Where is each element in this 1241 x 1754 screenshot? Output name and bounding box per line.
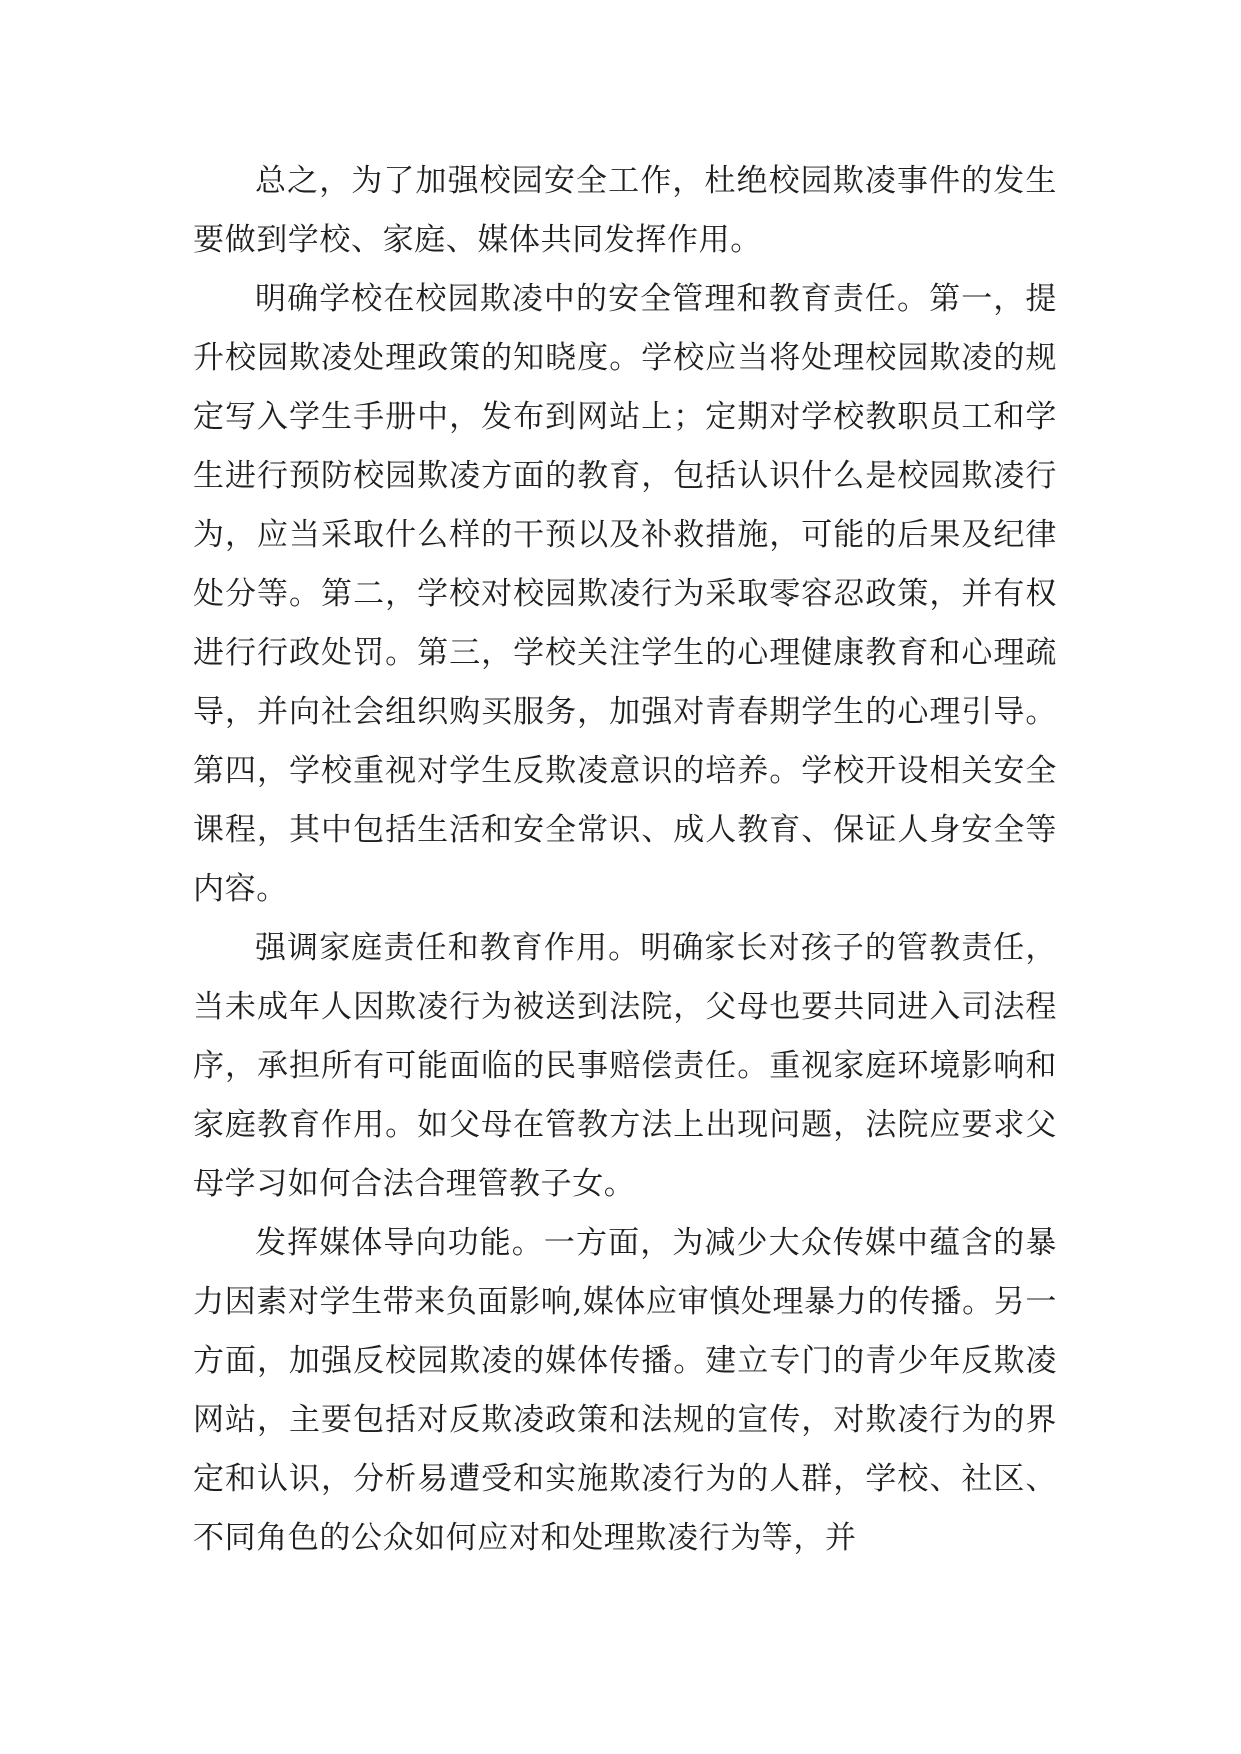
paragraph-summary: 总之，为了加强校园安全工作，杜绝校园欺凌事件的发生要做到学校、家庭、媒体共同发挥作用。 <box>193 163 1057 258</box>
document-body <box>193 152 1057 1568</box>
paragraph-media-guidance: 发挥媒体导向功能。一方面，为减少大众传媒中蕴含的暴力因素对学生带来负面影响,媒体应审慎处理暴力的传播。另一方面，加强反校园欺凌的媒体传播。建立专门的青少年反欺凌网站，主要包括对反欺凌政策和法规的宣传，对欺凌行为的界定和认识，分析易遭受和实施欺凌行为的人群，学校、社区、不同角色的公众如何应对和处理欺凌行为等，并 <box>193 1225 1057 1556</box>
paragraph-school-responsibility: 明确学校在校园欺凌中的安全管理和教育责任。第一，提升校园欺凌处理政策的知晓度。学校应当将处理校园欺凌的规定写入学生手册中，发布到网站上；定期对学校教职员工和学生进行预防校园欺凌方面的教育，包括认识什么是校园欺凌行为，应当采取什么样的干预以及补救措施，可能的后果及纪律处分等。第二，学校对校园欺凌行为采取零容忍政策，并有权进行行政处罚。第三，学校关注学生的心理健康教育和心理疏导，并向社会组织购买服务，加强对青春期学生的心理引导。第四，学校重视对学生反欺凌意识的培养。学校开设相关安全课程，其中包括生活和安全常识、成人教育、保证人身安全等内容。 <box>193 281 1057 907</box>
paragraph-family-responsibility: 强调家庭责任和教育作用。明确家长对孩子的管教责任，当未成年人因欺凌行为被送到法院，父母也要共同进入司法程序，承担所有可能面临的民事赔偿责任。重视家庭环境影响和家庭教育作用。如父母在管教方法上出现问题，法院应要求父母学习如何合法合理管教子女。 <box>193 930 1057 1202</box>
